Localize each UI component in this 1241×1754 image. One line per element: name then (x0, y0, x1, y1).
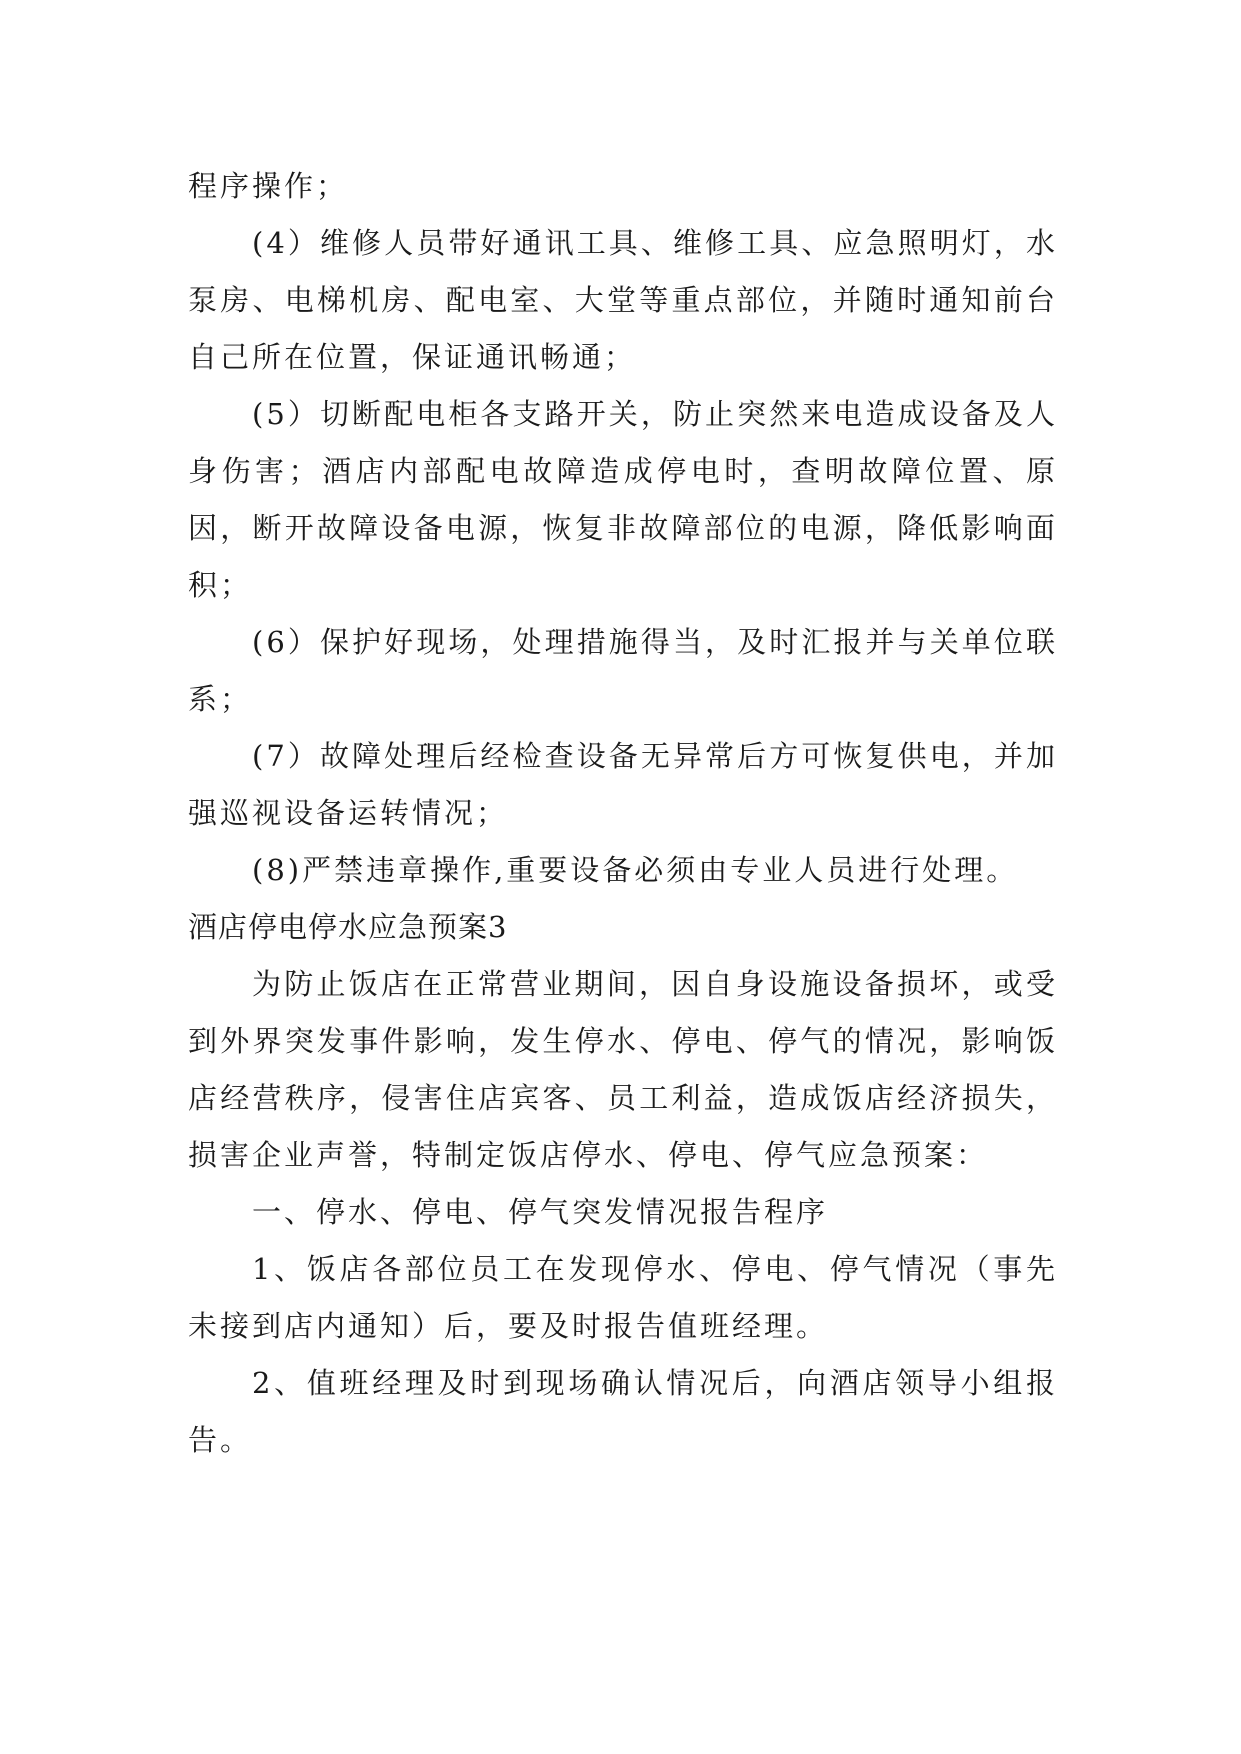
paragraph-intro: 为防止饭店在正常营业期间，因自身设施设备损坏，或受到外界突发事件影响，发生停水、停电、停气的情况，影响饭店经营秩序，侵害住店宾客、员工利益，造成饭店经济损失，损害企业声誉，特制定饭店停水、停电、停气应急预案： (188, 967, 1058, 1172)
paragraph-item-6: (6）保护好现场，处理措施得当，及时汇报并与关单位联系； (188, 625, 1058, 716)
paragraph-procedure-continuation: 程序操作； (188, 169, 349, 203)
paragraph-subheading-report-procedure: 一、停水、停电、停气突发情况报告程序 (252, 1195, 829, 1229)
paragraph-item-7: (7）故障处理后经检查设备无异常后方可恢复供电，并加强巡视设备运转情况； (188, 739, 1058, 830)
section-heading: 酒店停电停水应急预案3 (188, 910, 508, 944)
paragraph-item-4: (4）维修人员带好通讯工具、维修工具、应急照明灯，水泵房、电梯机房、配电室、大堂等重点部位，并随时通知前台自己所在位置，保证通讯畅通； (188, 226, 1058, 374)
paragraph-item-8: (8)严禁违章操作,重要设备必须由专业人员进行处理。 (252, 853, 1019, 887)
document-body (188, 158, 1058, 1469)
paragraph-item-5: (5）切断配电柜各支路开关，防止突然来电造成设备及人身伤害；酒店内部配电故障造成停电时，查明故障位置、原因，断开故障设备电源，恢复非故障部位的电源，降低影响面积； (188, 397, 1058, 602)
paragraph-step-2: 2、值班经理及时到现场确认情况后，向酒店领导小组报告。 (188, 1366, 1058, 1457)
paragraph-step-1: 1、饭店各部位员工在发现停水、停电、停气情况（事先未接到店内通知）后，要及时报告值班经理。 (188, 1252, 1058, 1343)
